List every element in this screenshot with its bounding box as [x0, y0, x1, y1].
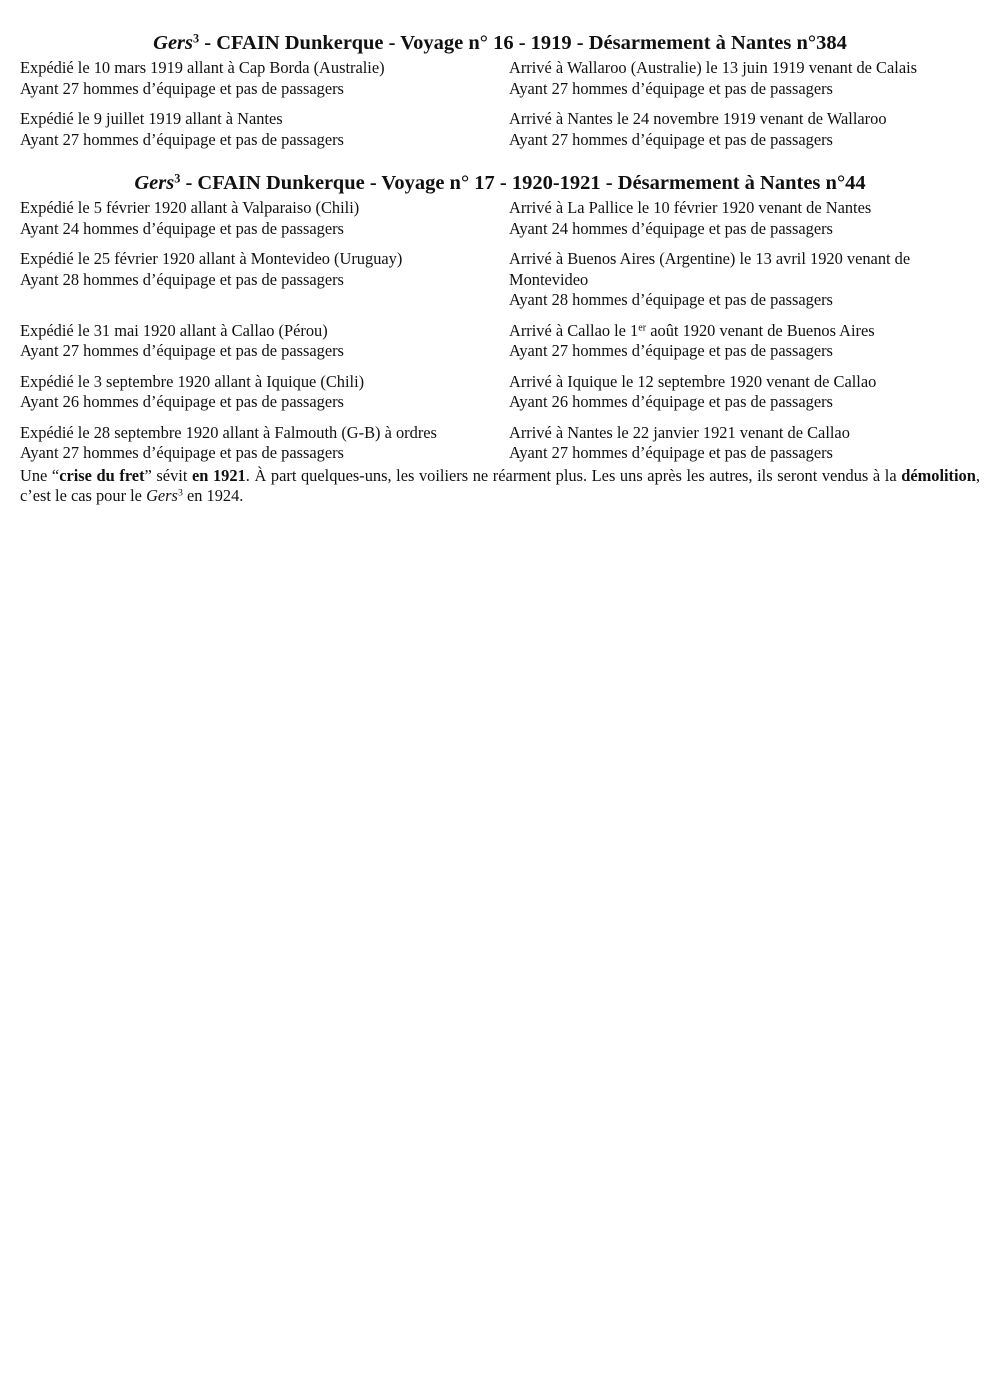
ship-name: Gers	[153, 32, 193, 54]
voyage-16-entries	[20, 58, 980, 150]
crew-line: Ayant 27 hommes d’équipage et pas de passagers	[509, 78, 833, 98]
arrival-entry	[509, 198, 980, 239]
crew-line: Ayant 27 hommes d’équipage et pas de passagers	[509, 341, 833, 360]
voyage-row	[20, 372, 980, 413]
arrival-entry	[509, 372, 980, 413]
voyage-17-title	[20, 171, 980, 195]
note-text: ” sévit	[144, 465, 192, 485]
departure-line: Expédié le 9 juillet 1919 allant à Nantes	[20, 109, 283, 128]
departure-entry	[20, 198, 509, 239]
departure-line: Expédié le 31 mai 1920 allant à Callao (Pérou)	[20, 320, 328, 340]
departure-entry	[20, 321, 509, 362]
crew-line: Ayant 27 hommes d’équipage et pas de passagers	[20, 129, 344, 149]
arrival-line: Arrivé à La Pallice le 10 février 1920 venant de Nantes	[509, 198, 872, 217]
departure-entry	[20, 372, 509, 413]
crew-line: Ayant 27 hommes d’équipage et pas de passagers	[20, 443, 344, 462]
arrival-entry	[509, 321, 980, 362]
voyage-17-entries	[20, 198, 980, 464]
arrival-line: Arrivé à Wallaroo (Australie) le 13 juin 1919 venant de Calais	[509, 58, 918, 77]
ship-superscript: 3	[177, 487, 183, 499]
arrival-entry	[509, 423, 980, 464]
voyage-row	[20, 58, 980, 99]
departure-line: Expédié le 5 février 1920 allant à Valparaiso (Chili)	[20, 198, 360, 217]
crew-line: Ayant 26 hommes d’équipage et pas de passagers	[20, 392, 344, 411]
voyage-row	[20, 321, 980, 362]
arrival-entry	[509, 249, 980, 311]
voyage-row	[20, 198, 980, 239]
arrival-line	[509, 321, 980, 342]
note-bold-text: crise du fret	[59, 465, 145, 485]
note-bold-text: en 1921	[191, 465, 246, 485]
arrival-entry	[509, 58, 980, 99]
arrival-text: août 1920 venant de Buenos Aires	[646, 320, 875, 340]
crew-line: Ayant 28 hommes d’équipage et pas de passagers	[509, 290, 833, 309]
arrival-line: Arrivé à Iquique le 12 septembre 1920 venant de Callao	[509, 371, 877, 391]
note-text: en 1924.	[182, 486, 244, 505]
voyage-row	[20, 109, 980, 150]
note-text: . À part quelques-uns, les voiliers ne réarment plus. Les uns après les autres, ils seront vendus à la	[245, 465, 902, 485]
crew-line: Ayant 27 hommes d’équipage et pas de passagers	[20, 341, 344, 360]
crew-line: Ayant 24 hommes d’équipage et pas de passagers	[20, 218, 344, 238]
departure-line: Expédié le 3 septembre 1920 allant à Iquique (Chili)	[20, 371, 365, 391]
ship-superscript: 3	[174, 171, 181, 186]
departure-entry	[20, 109, 509, 150]
ship-name: Gers	[146, 486, 178, 505]
crew-line: Ayant 27 hommes d’équipage et pas de passagers	[509, 443, 833, 462]
arrival-line: Arrivé à Nantes le 24 novembre 1919 venant de Wallaroo	[509, 109, 887, 128]
crew-line: Ayant 27 hommes d’équipage et pas de passagers	[20, 78, 344, 98]
arrival-line: Arrivé à Buenos Aires (Argentine) le 13 avril 1920 venant de Montevideo	[509, 249, 911, 289]
departure-entry	[20, 249, 509, 311]
ordinal-superscript: er	[638, 321, 647, 333]
departure-line: Expédié le 28 septembre 1920 allant à Falmouth (G-B) à ordres	[20, 422, 437, 442]
crew-line: Ayant 28 hommes d’équipage et pas de passagers	[20, 269, 344, 289]
departure-line: Expédié le 25 février 1920 allant à Montevideo (Uruguay)	[20, 249, 403, 268]
voyage-row	[20, 249, 980, 311]
voyage-row	[20, 423, 980, 464]
voyage-title-text: - CFAIN Dunkerque - Voyage n° 16 - 1919 - Désarmement à Nantes n°384	[199, 32, 847, 54]
crew-line: Ayant 27 hommes d’équipage et pas de passagers	[509, 129, 833, 149]
departure-entry	[20, 423, 509, 464]
document-page	[20, 0, 980, 507]
ship-name: Gers	[134, 172, 175, 194]
arrival-entry	[509, 109, 980, 150]
departure-entry	[20, 58, 509, 99]
voyage-16-title	[20, 31, 980, 55]
departure-line: Expédié le 10 mars 1919 allant à Cap Borda (Australie)	[20, 58, 385, 77]
note-text: Une “	[20, 465, 60, 485]
ship-superscript: 3	[193, 31, 200, 46]
crew-line: Ayant 26 hommes d’équipage et pas de passagers	[509, 392, 833, 411]
arrival-text: Arrivé à Callao le 1	[509, 320, 639, 340]
arrival-line: Arrivé à Nantes le 22 janvier 1921 venant de Callao	[509, 422, 850, 442]
crew-line: Ayant 24 hommes d’équipage et pas de passagers	[509, 218, 833, 238]
note-bold-text: démolition	[901, 465, 976, 485]
closing-note	[20, 466, 980, 507]
note-text: , c’est le cas pour le	[20, 465, 980, 505]
voyage-title-text: - CFAIN Dunkerque - Voyage n° 17 - 1920-1921 - Désarmement à Nantes n°44	[180, 172, 866, 194]
